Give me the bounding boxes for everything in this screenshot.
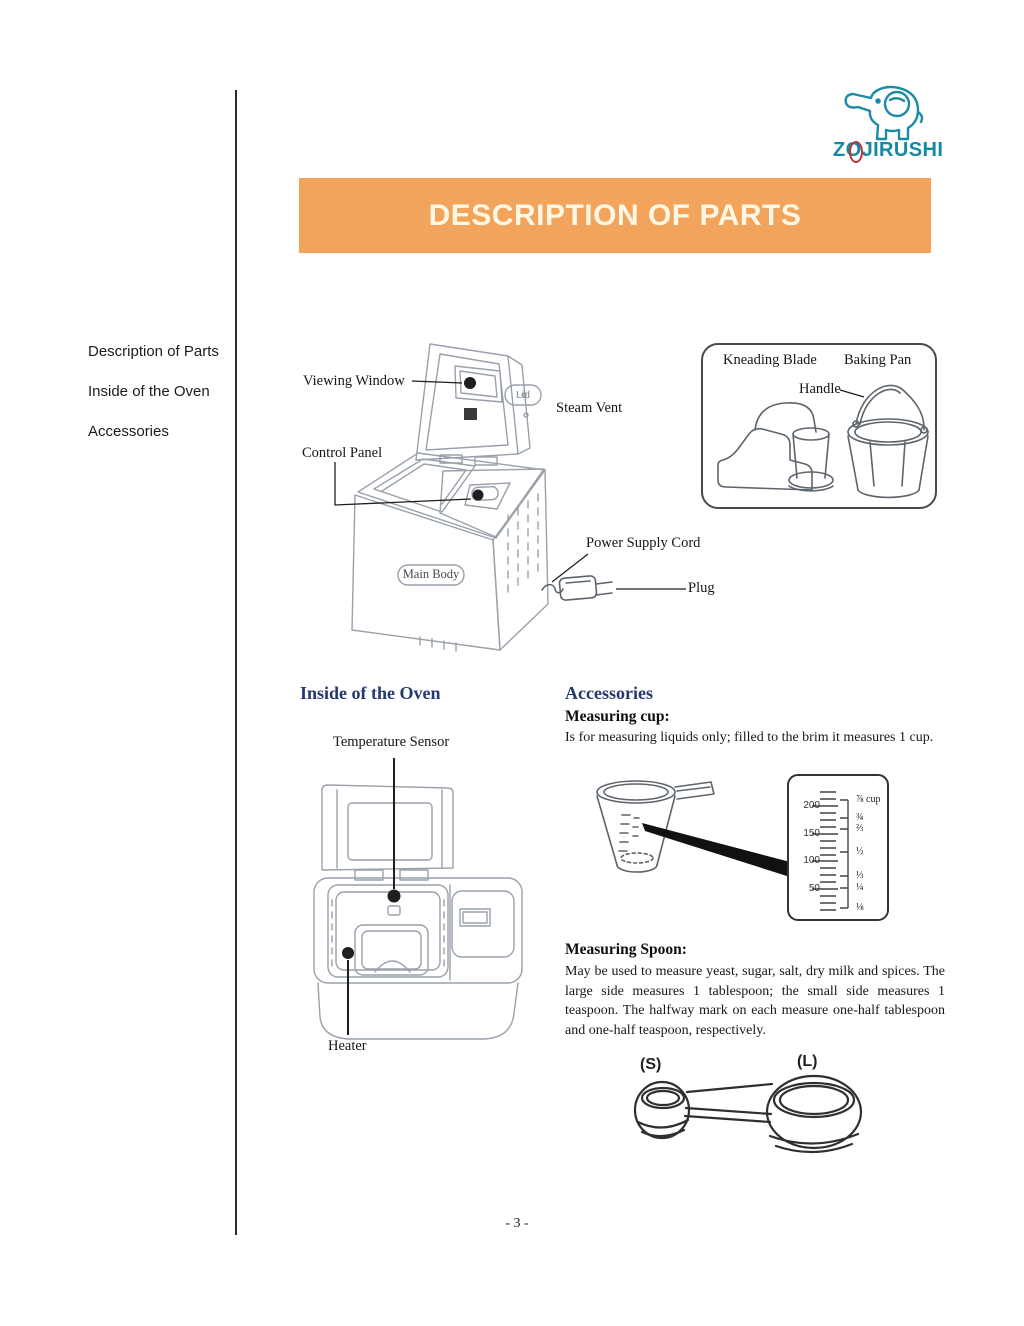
- measuring-spoon-description: May be used to measure yeast, sugar, salt, dry milk and spices. The large side measures 1 tablespoon; the small side measures 1 teaspoon. The halfway mark on each measure one-half tablespoon and one-half teaspoon, respectively.: [565, 964, 945, 1038]
- label-lid: Lid: [515, 389, 530, 401]
- label-kneading-blade: Kneading Blade: [723, 352, 817, 368]
- measuring-spoon-title: Measuring Spoon:: [565, 941, 687, 958]
- label-steam-vent: Steam Vent: [556, 400, 623, 416]
- page-title: DESCRIPTION OF PARTS: [428, 198, 802, 232]
- measuring-cup-illustration: [597, 781, 714, 872]
- label-power-supply-cord: Power Supply Cord: [586, 535, 701, 551]
- label-viewing-window: Viewing Window: [303, 373, 405, 389]
- brand-o-ring-icon: [849, 141, 863, 163]
- spoon-large-label: (L): [797, 1053, 818, 1070]
- scale-fraction-2-3: ⅔: [856, 823, 864, 834]
- scale-fraction-7-8-cup: ⅞ cup: [856, 794, 881, 805]
- inside-oven-heading: Inside of the Oven: [300, 683, 441, 703]
- inside-oven-illustration: [314, 785, 522, 1039]
- label-control-panel: Control Panel: [302, 445, 383, 461]
- brand-wordmark: ZOJIRUSHI: [833, 139, 944, 161]
- sidebar-item-description-of-parts: Description of Parts: [88, 343, 219, 360]
- measuring-cup-title: Measuring cup:: [565, 708, 670, 725]
- label-plug: Plug: [688, 580, 715, 596]
- scale-fraction-1-8: ⅛: [856, 902, 864, 913]
- scale-fraction-1-4: ¼: [856, 882, 864, 893]
- label-baking-pan: Baking Pan: [844, 352, 912, 368]
- label-handle: Handle: [799, 381, 841, 397]
- measuring-spoon-illustration: [635, 1076, 861, 1152]
- inside-oven-leader-lines: [342, 758, 401, 1035]
- section-divider-line: [235, 90, 237, 1235]
- spoon-small-label: (S): [640, 1056, 662, 1073]
- scale-number-100: 100: [803, 855, 820, 866]
- scale-fraction-3-4: ¾: [856, 812, 864, 823]
- scale-fraction-1-2: ½: [856, 846, 864, 857]
- sidebar-item-accessories: Accessories: [88, 423, 169, 440]
- page-number: - 3 -: [505, 1216, 529, 1231]
- magnifier-wedge: [642, 823, 790, 877]
- scale-number-50: 50: [808, 883, 820, 894]
- label-temperature-sensor: Temperature Sensor: [333, 734, 450, 750]
- label-main-body: Main Body: [402, 567, 460, 581]
- label-heater: Heater: [328, 1038, 367, 1054]
- accessories-heading: Accessories: [565, 683, 653, 703]
- sidebar-item-inside-of-the-oven: Inside of the Oven: [88, 383, 210, 400]
- page-banner: [299, 178, 931, 253]
- plug-shape: [559, 575, 612, 600]
- measuring-cup-description: Is for measuring liquids only; filled to the brim it measures 1 cup.: [565, 730, 934, 745]
- scale-number-150: 150: [803, 828, 820, 839]
- scale-fraction-1-3: ⅓: [856, 870, 864, 881]
- baking-pan-shape: [848, 385, 928, 497]
- elephant-icon: [846, 87, 922, 139]
- scale-number-200: 200: [803, 800, 820, 811]
